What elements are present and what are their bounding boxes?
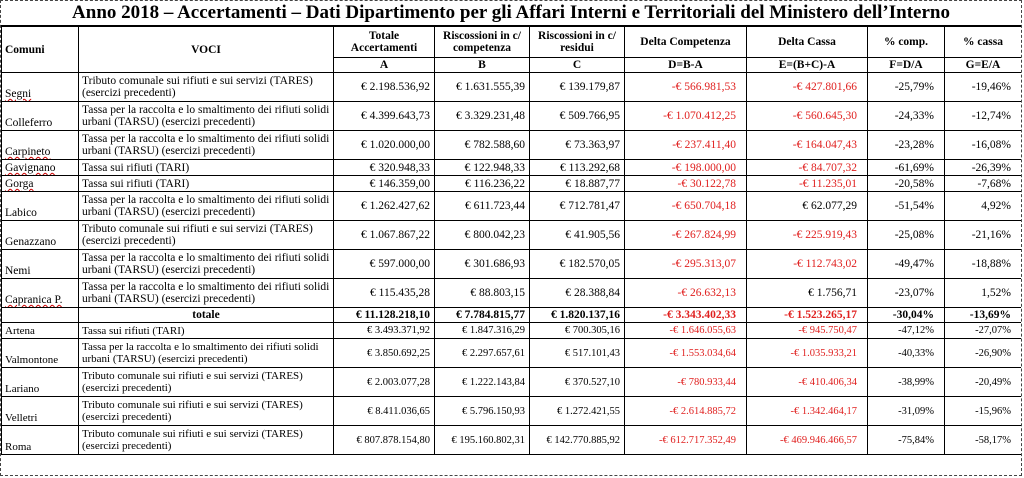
totale-riscossioni-residui: € 1.820.137,16 [530, 308, 625, 323]
cell-riscossioni-competenza: € 88.803,15 [435, 279, 530, 308]
cell-comune: Roma [2, 426, 79, 455]
cell-pct-cassa: -15,96% [945, 397, 1022, 426]
cell-totale-accertamenti: € 146.359,00 [334, 176, 435, 192]
cell-riscossioni-residui: € 370.527,10 [530, 368, 625, 397]
cell-riscossioni-competenza: € 301.686,93 [435, 250, 530, 279]
cell-riscossioni-residui: € 1.272.421,55 [530, 397, 625, 426]
cell-totale-accertamenti: € 4.399.643,73 [334, 102, 435, 131]
totale-delta-cassa: -€ 1.523.265,17 [747, 308, 868, 323]
cell-voce: Tassa per la raccolta e lo smaltimento dei rifiuti solidi urbani (TARSU) (esercizi precedenti) [79, 192, 334, 221]
cell-comune: Carpineto [2, 131, 79, 160]
cell-delta-competenza: -€ 566.981,53 [625, 73, 747, 102]
cell-comune: Nemi [2, 250, 79, 279]
table-row [2, 397, 1022, 426]
cell-delta-competenza: -€ 1.553.034,64 [625, 339, 747, 368]
cell-riscossioni-residui: € 509.766,95 [530, 102, 625, 131]
cell-pct-cassa: -26,39% [945, 160, 1022, 176]
cell-totale-accertamenti: € 320.948,33 [334, 160, 435, 176]
cell-comune: Segni [2, 73, 79, 102]
cell-riscossioni-competenza: € 1.631.555,39 [435, 73, 530, 102]
cell-totale-accertamenti: € 807.878.154,80 [334, 426, 435, 455]
cell-pct-comp: -24,33% [868, 102, 945, 131]
formula-c: C [530, 58, 625, 73]
cell-voce: Tassa per la raccolta e lo smaltimento dei rifiuti solidi urbani (TARSU) (esercizi precedenti) [79, 102, 334, 131]
header-delta-competenza: Delta Competenza [625, 27, 747, 58]
cell-riscossioni-competenza: € 800.042,23 [435, 221, 530, 250]
cell-voce: Tassa per la raccolta e lo smaltimento dei rifiuti solidi urbani (TARSU) (esercizi precedenti) [79, 131, 334, 160]
table-row [2, 323, 1022, 339]
table-row [2, 250, 1022, 279]
cell-delta-cassa: -€ 11.235,01 [747, 176, 868, 192]
cell-delta-competenza: -€ 237.411,40 [625, 131, 747, 160]
cell-comune: Valmontone [2, 339, 79, 368]
header-voci: VOCI [79, 27, 334, 73]
cell-delta-cassa: -€ 945.750,47 [747, 323, 868, 339]
cell-riscossioni-residui: € 18.887,77 [530, 176, 625, 192]
formula-f: F=D/A [868, 58, 945, 73]
cell-riscossioni-competenza: € 122.948,33 [435, 160, 530, 176]
cell-riscossioni-competenza: € 3.329.231,48 [435, 102, 530, 131]
cell-voce: Tributo comunale sui rifiuti e sui servizi (TARES) (esercizi precedenti) [79, 73, 334, 102]
cell-delta-cassa: -€ 112.743,02 [747, 250, 868, 279]
cell-delta-competenza: -€ 267.824,99 [625, 221, 747, 250]
cell-totale-accertamenti: € 3.850.692,25 [334, 339, 435, 368]
cell-delta-competenza: -€ 1.070.412,25 [625, 102, 747, 131]
cell-riscossioni-competenza: € 5.796.150,93 [435, 397, 530, 426]
cell-comune: Gavignano [2, 160, 79, 176]
formula-e: E=(B+C)-A [747, 58, 868, 73]
cell-riscossioni-competenza: € 1.847.316,29 [435, 323, 530, 339]
cell-totale-accertamenti: € 1.262.427,62 [334, 192, 435, 221]
cell-delta-cassa: -€ 225.919,43 [747, 221, 868, 250]
totale-riscossioni-competenza: € 7.784.815,77 [435, 308, 530, 323]
cell-totale-accertamenti: € 8.411.036,65 [334, 397, 435, 426]
cell-pct-comp: -25,79% [868, 73, 945, 102]
table-row [2, 339, 1022, 368]
cell-riscossioni-residui: € 73.363,97 [530, 131, 625, 160]
totale-label: totale [79, 308, 334, 323]
header-row [2, 27, 1022, 58]
totale-accertamenti: € 11.128.218,10 [334, 308, 435, 323]
cell-riscossioni-competenza: € 116.236,22 [435, 176, 530, 192]
cell-comune: Lariano [2, 368, 79, 397]
cell-pct-comp: -49,47% [868, 250, 945, 279]
cell-riscossioni-residui: € 28.388,84 [530, 279, 625, 308]
cell-voce: Tributo comunale sui rifiuti e sui servizi (TARES) (esercizi precedenti) [79, 221, 334, 250]
cell-voce: Tributo comunale sui rifiuti e sui servizi (TARES) (esercizi precedenti) [79, 368, 334, 397]
cell-pct-cassa: 1,52% [945, 279, 1022, 308]
formula-d: D=B-A [625, 58, 747, 73]
header-riscossioni-competenza: Riscossioni in c/ competenza [435, 27, 530, 58]
cell-voce: Tassa sui rifiuti (TARI) [79, 160, 334, 176]
cell-pct-comp: -25,08% [868, 221, 945, 250]
table-row [2, 279, 1022, 308]
cell-pct-cassa: -27,07% [945, 323, 1022, 339]
cell-pct-comp: -47,12% [868, 323, 945, 339]
cell-riscossioni-residui: € 113.292,68 [530, 160, 625, 176]
cell-comune: Labico [2, 192, 79, 221]
totale-delta-competenza: -€ 3.343.402,33 [625, 308, 747, 323]
cell-pct-cassa: -26,90% [945, 339, 1022, 368]
cell-pct-comp: -75,84% [868, 426, 945, 455]
cell-delta-cassa: -€ 1.035.933,21 [747, 339, 868, 368]
cell-delta-competenza: -€ 30.122,78 [625, 176, 747, 192]
totale-pct-cassa: -13,69% [945, 308, 1022, 323]
totale-pct-comp: -30,04% [868, 308, 945, 323]
cell-pct-comp: -40,33% [868, 339, 945, 368]
cell-riscossioni-residui: € 712.781,47 [530, 192, 625, 221]
cell-voce: Tassa sui rifiuti (TARI) [79, 176, 334, 192]
cell-delta-cassa: € 1.756,71 [747, 279, 868, 308]
cell-pct-cassa: -19,46% [945, 73, 1022, 102]
cell-pct-cassa: 4,92% [945, 192, 1022, 221]
cell-delta-cassa: -€ 560.645,30 [747, 102, 868, 131]
cell-riscossioni-residui: € 142.770.885,92 [530, 426, 625, 455]
cell-pct-cassa: -20,49% [945, 368, 1022, 397]
totale-row [2, 308, 1022, 323]
cell-delta-cassa: -€ 410.406,34 [747, 368, 868, 397]
cell-riscossioni-residui: € 700.305,16 [530, 323, 625, 339]
cell-voce: Tassa per la raccolta e lo smaltimento dei rifiuti solidi urbani (TARSU) (esercizi precedenti) [79, 339, 334, 368]
cell-riscossioni-residui: € 182.570,05 [530, 250, 625, 279]
formula-a: A [334, 58, 435, 73]
cell-pct-cassa: -21,16% [945, 221, 1022, 250]
cell-delta-cassa: € 62.077,29 [747, 192, 868, 221]
cell-comune: Gorga [2, 176, 79, 192]
cell-voce: Tassa sui rifiuti (TARI) [79, 323, 334, 339]
cell-pct-cassa: -18,88% [945, 250, 1022, 279]
cell-riscossioni-residui: € 139.179,87 [530, 73, 625, 102]
cell-pct-comp: -31,09% [868, 397, 945, 426]
cell-voce: Tassa per la raccolta e lo smaltimento dei rifiuti solidi urbani (TARSU) (esercizi precedenti) [79, 279, 334, 308]
cell-comune: Colleferro [2, 102, 79, 131]
cell-riscossioni-residui: € 41.905,56 [530, 221, 625, 250]
cell-voce: Tributo comunale sui rifiuti e sui servizi (TARES) (esercizi precedenti) [79, 426, 334, 455]
cell-empty [2, 308, 79, 323]
cell-riscossioni-competenza: € 2.297.657,61 [435, 339, 530, 368]
table-row [2, 102, 1022, 131]
cell-comune: Artena [2, 323, 79, 339]
cell-totale-accertamenti: € 2.198.536,92 [334, 73, 435, 102]
cell-delta-competenza: -€ 198.000,00 [625, 160, 747, 176]
header-pct-cassa: % cassa [945, 27, 1022, 58]
table-row [2, 368, 1022, 397]
cell-riscossioni-competenza: € 782.588,60 [435, 131, 530, 160]
cell-riscossioni-residui: € 517.101,43 [530, 339, 625, 368]
header-riscossioni-residui: Riscossioni in c/ residui [530, 27, 625, 58]
cell-pct-cassa: -58,17% [945, 426, 1022, 455]
table-row [2, 221, 1022, 250]
cell-delta-competenza: -€ 780.933,44 [625, 368, 747, 397]
cell-pct-cassa: -7,68% [945, 176, 1022, 192]
cell-totale-accertamenti: € 1.020.000,00 [334, 131, 435, 160]
table-row [2, 426, 1022, 455]
cell-voce: Tassa per la raccolta e lo smaltimento dei rifiuti solidi urbani (TARSU) (esercizi precedenti) [79, 250, 334, 279]
header-pct-comp: % comp. [868, 27, 945, 58]
cell-delta-cassa: -€ 469.946.466,57 [747, 426, 868, 455]
cell-delta-cassa: -€ 427.801,66 [747, 73, 868, 102]
formula-b: B [435, 58, 530, 73]
cell-pct-cassa: -16,08% [945, 131, 1022, 160]
cell-pct-comp: -51,54% [868, 192, 945, 221]
header-totale-accertamenti: Totale Accertamenti [334, 27, 435, 58]
cell-delta-cassa: -€ 84.707,32 [747, 160, 868, 176]
cell-riscossioni-competenza: € 1.222.143,84 [435, 368, 530, 397]
cell-totale-accertamenti: € 3.493.371,92 [334, 323, 435, 339]
table-row [2, 131, 1022, 160]
header-comuni: Comuni [2, 27, 79, 73]
cell-totale-accertamenti: € 597.000,00 [334, 250, 435, 279]
cell-totale-accertamenti: € 1.067.867,22 [334, 221, 435, 250]
table-row [2, 160, 1022, 176]
table-row [2, 176, 1022, 192]
cell-totale-accertamenti: € 115.435,28 [334, 279, 435, 308]
cell-pct-comp: -61,69% [868, 160, 945, 176]
header-delta-cassa: Delta Cassa [747, 27, 868, 58]
cell-voce: Tributo comunale sui rifiuti e sui servizi (TARES) (esercizi precedenti) [79, 397, 334, 426]
cell-delta-competenza: -€ 26.632,13 [625, 279, 747, 308]
cell-delta-competenza: -€ 295.313,07 [625, 250, 747, 279]
cell-delta-competenza: -€ 612.717.352,49 [625, 426, 747, 455]
cell-delta-cassa: -€ 1.342.464,17 [747, 397, 868, 426]
table-row [2, 192, 1022, 221]
cell-totale-accertamenti: € 2.003.077,28 [334, 368, 435, 397]
cell-delta-competenza: -€ 650.704,18 [625, 192, 747, 221]
table-row [2, 73, 1022, 102]
data-table [1, 26, 1022, 455]
cell-delta-competenza: -€ 1.646.055,63 [625, 323, 747, 339]
cell-delta-cassa: -€ 164.047,43 [747, 131, 868, 160]
cell-pct-comp: -23,07% [868, 279, 945, 308]
cell-pct-cassa: -12,74% [945, 102, 1022, 131]
cell-delta-competenza: -€ 2.614.885,72 [625, 397, 747, 426]
formula-g: G=E/A [945, 58, 1022, 73]
cell-pct-comp: -38,99% [868, 368, 945, 397]
cell-comune: Capranica P. [2, 279, 79, 308]
cell-pct-comp: -23,28% [868, 131, 945, 160]
cell-riscossioni-competenza: € 195.160.802,31 [435, 426, 530, 455]
sheet-title: Anno 2018 – Accertamenti – Dati Dipartimento per gli Affari Interni e Territoriali del Ministero dell’Interno [1, 1, 1021, 26]
cell-comune: Velletri [2, 397, 79, 426]
cell-comune: Genazzano [2, 221, 79, 250]
cell-pct-comp: -20,58% [868, 176, 945, 192]
cell-riscossioni-competenza: € 611.723,44 [435, 192, 530, 221]
